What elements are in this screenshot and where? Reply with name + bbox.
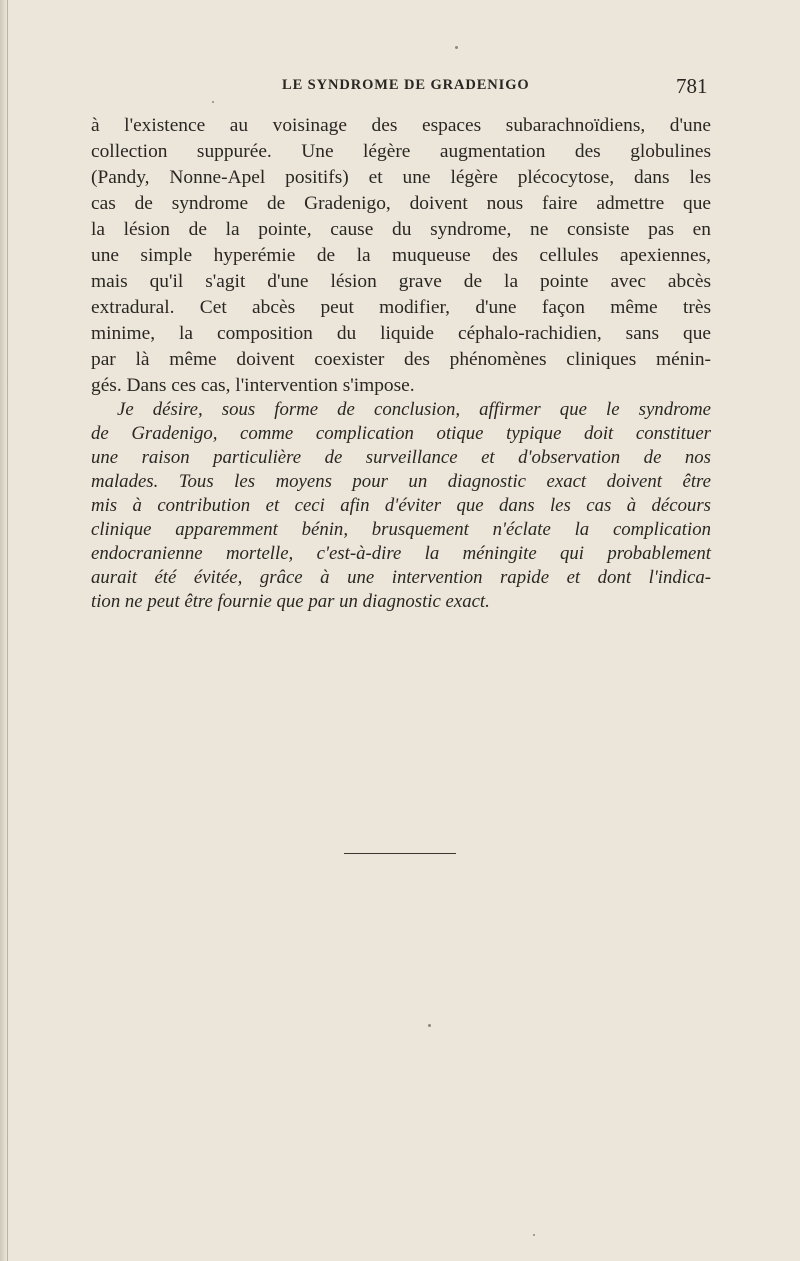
paper-speck <box>212 101 214 103</box>
body-line: par là même doivent coexister des phénomènes cliniques ménin- <box>91 349 711 370</box>
conclusion-line: tion ne peut être fournie que par un diagnostic exact. <box>91 591 490 612</box>
body-line: mais qu'il s'agit d'une lésion grave de la pointe avec abcès <box>91 271 711 292</box>
page-left-edge <box>0 0 10 1261</box>
conclusion-line: aurait été évitée, grâce à une intervention rapide et dont l'indica- <box>91 567 711 588</box>
body-line: gés. Dans ces cas, l'intervention s'impose. <box>91 375 415 396</box>
paper-speck <box>428 1024 431 1027</box>
conclusion-line: Je désire, sous forme de conclusion, affirmer que le syndrome <box>117 399 711 420</box>
body-line: une simple hyperémie de la muqueuse des cellules apexiennes, <box>91 245 711 266</box>
body-line: à l'existence au voisinage des espaces subarachnoïdiens, d'une <box>91 115 711 136</box>
paper-speck <box>455 46 458 49</box>
running-head <box>0 74 800 100</box>
end-rule <box>344 853 456 854</box>
binding-line <box>7 0 8 1261</box>
body-line: collection suppurée. Une légère augmentation des globulines <box>91 141 711 162</box>
running-title: LE SYNDROME DE GRADENIGO <box>282 77 530 93</box>
conclusion-line: malades. Tous les moyens pour un diagnostic exact doivent être <box>91 471 711 492</box>
page-number: 781 <box>676 74 708 98</box>
body-line: la lésion de la pointe, cause du syndrome, ne consiste pas en <box>91 219 711 240</box>
paper-speck <box>533 1234 535 1236</box>
conclusion-line: clinique apparemment bénin, brusquement n'éclate la complication <box>91 519 711 540</box>
conclusion-line: une raison particulière de surveillance et d'observation de nos <box>91 447 711 468</box>
body-line: minime, la composition du liquide céphalo-rachidien, sans que <box>91 323 711 344</box>
body-line: cas de syndrome de Gradenigo, doivent nous faire admettre que <box>91 193 711 214</box>
conclusion-line: endocranienne mortelle, c'est-à-dire la méningite qui probablement <box>91 543 711 564</box>
body-line: (Pandy, Nonne-Apel positifs) et une légère plécocytose, dans les <box>91 167 711 188</box>
conclusion-line: mis à contribution et ceci afin d'éviter que dans les cas à décours <box>91 495 711 516</box>
body-line: extradural. Cet abcès peut modifier, d'une façon même très <box>91 297 711 318</box>
conclusion-line: de Gradenigo, comme complication otique typique doit constituer <box>91 423 711 444</box>
